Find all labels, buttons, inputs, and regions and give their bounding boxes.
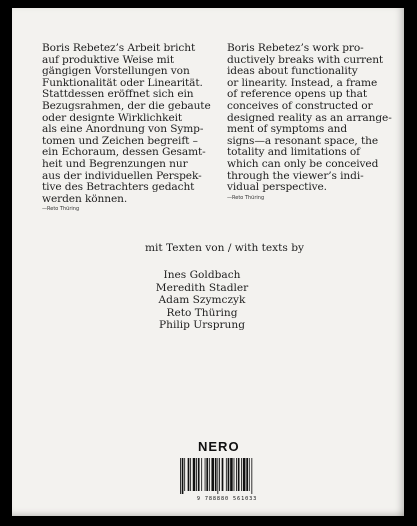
english-blurb [227,43,392,202]
german-blurb-text: Boris Rebetez’s Arbeit bricht auf produktive Weise mit gängigen Vorstellungen von Funktionalität oder Linearität. Stattdessen eröffnet sich ein Bezugsrahmen, der die gebaute oder designte Wirklichkeit als eine Anordnung von Symp- tomen und Zeichen begreift – ein Echoraum, dessen Gesamt- heit und Begrenzungen nur aus der individuellen Perspek- tive des Betrachters gedacht werden können. [42,42,211,205]
german-blurb [42,43,217,213]
contributors-heading: mit Texten von / with texts by [145,242,304,254]
contributor-name: Ines Goldbach [163,269,241,281]
isbn-barcode [178,458,276,502]
publisher-logo: NERO [198,439,240,454]
contributor-name: Adam Szymczyk [158,294,246,307]
book-back-cover [12,8,404,516]
german-blurb-signature: —Reto Thüring [42,206,80,213]
contributor-name: Reto Thüring [166,306,238,319]
english-blurb-text: Boris Rebetez’s work pro- ductively breaks with current ideas about functionality or linearity. Instead, a frame of reference opens up that conceives of constructed or designed reality as an arrange- ment of symptoms and signs—a resonant space, the totality and limitations of which can only be conceived through the viewer’s indi- vidual perspective. [227,42,392,194]
contributor-name: Meredith Stadler [155,281,249,294]
barcode-icon [178,458,276,494]
contributors-list [6,269,398,332]
barcode-digits: 9 788880 561033 [196,496,258,502]
contributor-name: Philip Ursprung [159,319,245,332]
english-blurb-signature: —Reto Thüring [227,194,265,201]
